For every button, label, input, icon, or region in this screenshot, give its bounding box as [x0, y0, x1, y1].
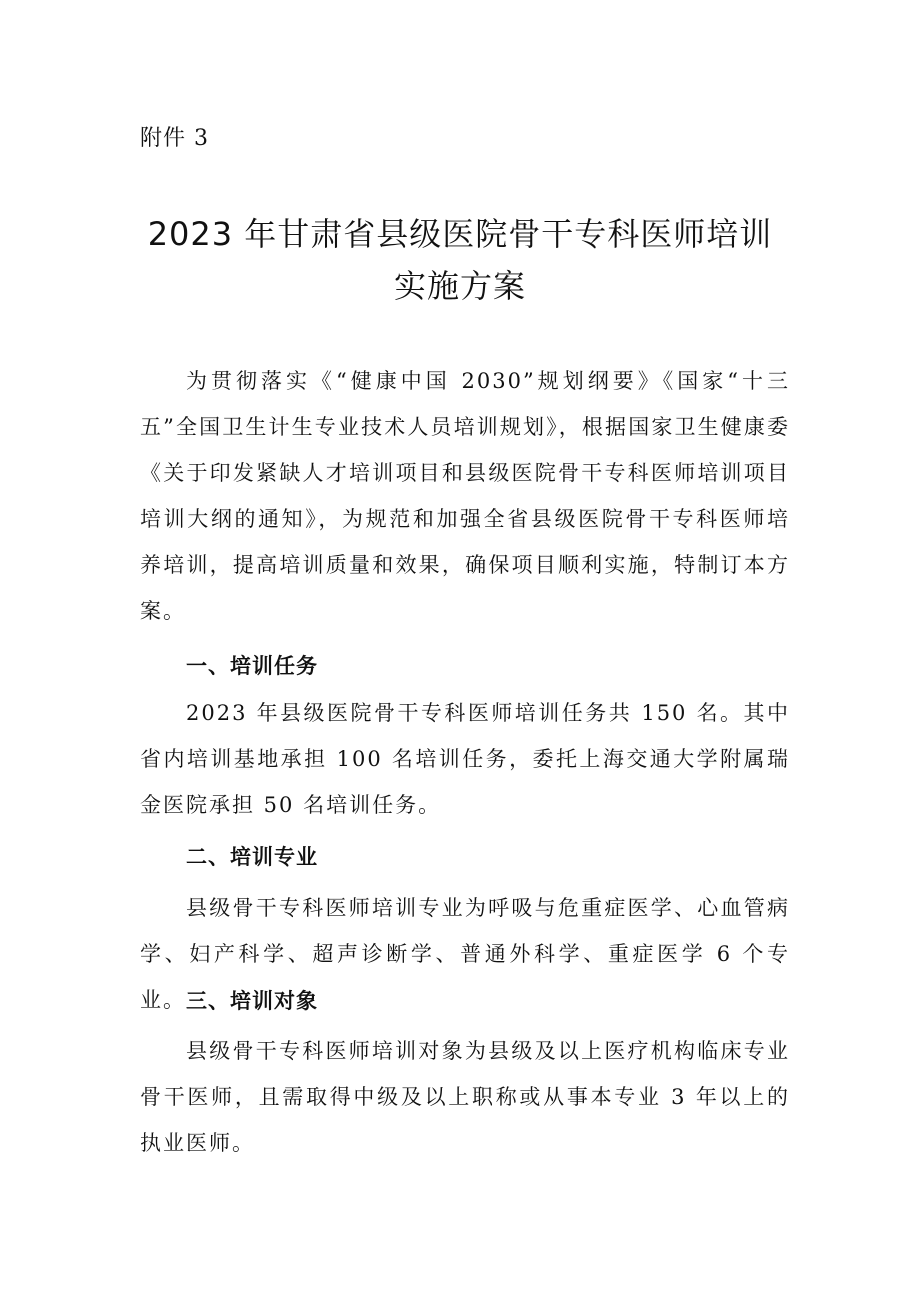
intro-paragraph: 为贯彻落实《“健康中国 2030”规划纲要》《国家“十三五”全国卫生计生专业技术人员培训规划》，根据国家卫生健康委《关于印发紧缺人才培训项目和县级医院骨干专科医师培训项目培训大纲的通知》，为规范和加强全省县级医院骨干专科医师培养培训，提高培训质量和效果，确保项目顺利实施，特制订本方案。 [140, 369, 790, 623]
section-paragraph-task: 2023 年县级医院骨干专科医师培训任务共 150 名。其中省内培训基地承担 100 名培训任务，委托上海交通大学附属瑞金医院承担 50 名培训任务。 [140, 701, 790, 817]
section-body-block-target [140, 1028, 790, 1166]
section-paragraph-specialty: 县级骨干专科医师培训专业为呼吸与危重症医学、心血管病学、妇产科学、超声诊断学、普通外科学、重症医学 6 个专业。 [140, 896, 790, 1012]
section-heading-specialty: 二、培训专业 [186, 845, 318, 869]
document-title-line-1: 2023 年甘肃省县级医院骨干专科医师培训 [147, 215, 773, 253]
attachment-label: 附件 3 [140, 126, 209, 151]
section-body-block-task [140, 690, 790, 828]
document-title-line-2: 实施方案 [393, 267, 526, 305]
intro-paragraph-block [140, 358, 790, 634]
section-paragraph-target: 县级骨干专科医师培训对象为县级及以上医疗机构临床专业骨干医师，且需取得中级及以上职称或从事本专业 3 年以上的执业医师。 [140, 1039, 790, 1155]
section-heading-target: 三、培训对象 [186, 989, 318, 1013]
section-heading-task: 一、培训任务 [186, 654, 318, 678]
